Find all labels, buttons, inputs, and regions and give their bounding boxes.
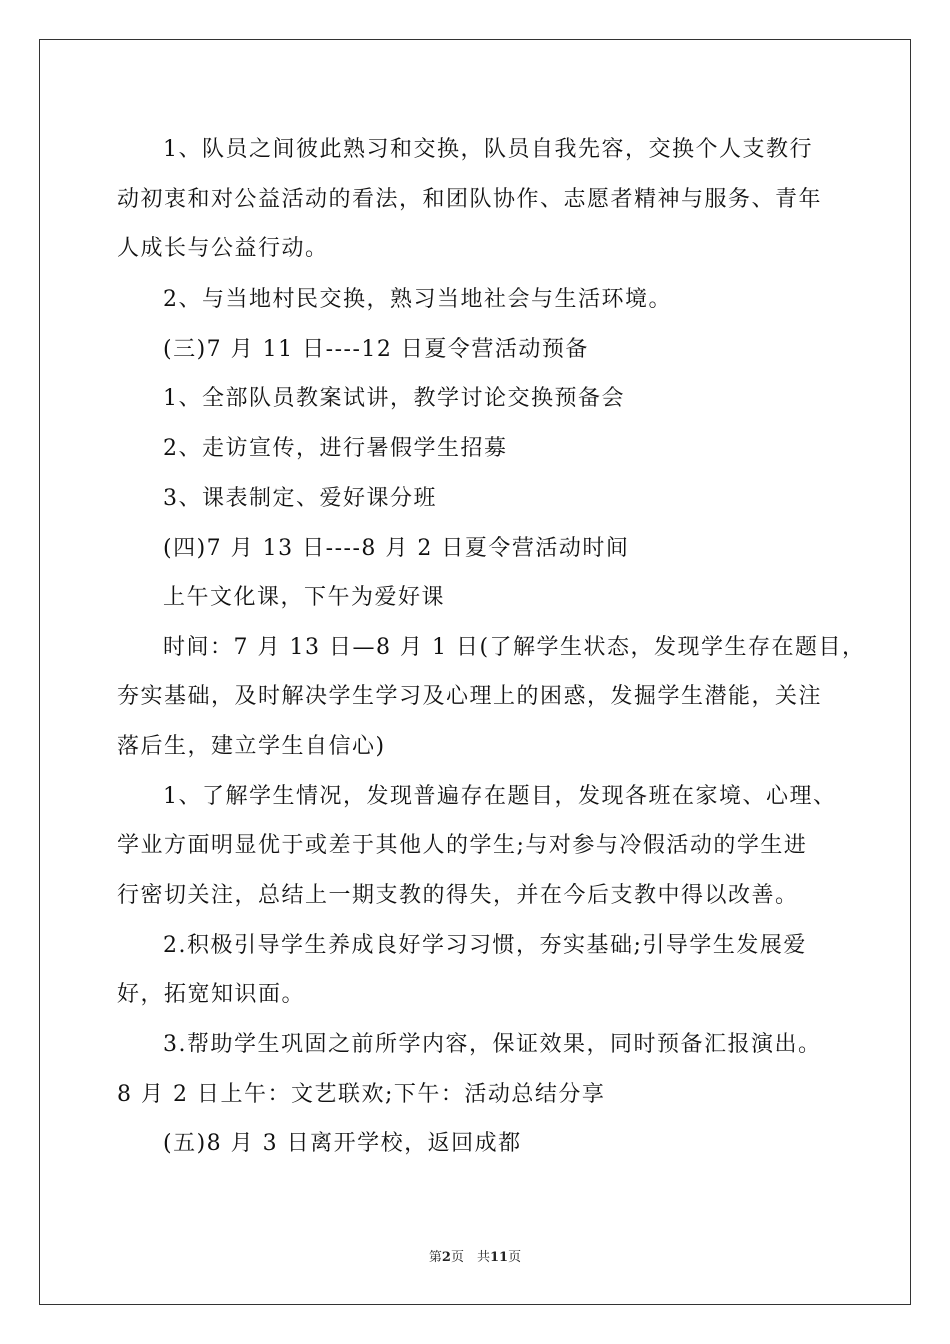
section-heading: (五)8 月 3 日离开学校，返回成都 bbox=[163, 1131, 522, 1156]
paragraph-line: 上午文化课，下午为爱好课 bbox=[163, 585, 446, 610]
footer-middle: 页 共 bbox=[450, 1250, 490, 1265]
paragraph-line: 人成长与公益行动。 bbox=[117, 236, 329, 261]
page-border bbox=[39, 39, 911, 1305]
paragraph-line: 动初衷和对公益活动的看法，和团队协作、志愿者精神与服务、青年 bbox=[117, 187, 823, 212]
section-heading: (四)7 月 13 日----8 月 2 日夏令营活动时间 bbox=[163, 536, 630, 561]
paragraph-line: 2、与当地村民交换，熟习当地社会与生活环境。 bbox=[163, 287, 672, 312]
paragraph-line: 2、走访宣传，进行暑假学生招募 bbox=[163, 436, 508, 461]
paragraph-line: 好，拓宽知识面。 bbox=[117, 982, 306, 1007]
footer-prefix: 第 bbox=[428, 1250, 442, 1265]
paragraph-line: 行密切关注，总结上一期支教的得失，并在今后支教中得以改善。 bbox=[117, 883, 799, 908]
footer-suffix: 页 bbox=[508, 1250, 522, 1265]
paragraph-line: 2.积极引导学生养成良好学习习惯，夯实基础;引导学生发展爱 bbox=[163, 933, 807, 958]
paragraph-line: 时间：7 月 13 日—8 月 1 日(了解学生状态，发现学生存在题目， bbox=[163, 635, 866, 660]
paragraph-line: 3.帮助学生巩固之前所学内容，保证效果，同时预备汇报演出。 bbox=[163, 1032, 822, 1057]
section-heading: (三)7 月 11 日----12 日夏令营活动预备 bbox=[163, 337, 589, 362]
paragraph-line: 1、队员之间彼此熟习和交换，队员自我先容，交换个人支教行 bbox=[163, 137, 813, 162]
paragraph-line: 3、课表制定、爱好课分班 bbox=[163, 486, 437, 511]
total-pages-number: 11 bbox=[489, 1250, 509, 1265]
current-page-number: 2 bbox=[441, 1250, 451, 1265]
paragraph-line: 落后生，建立学生自信心) bbox=[117, 734, 386, 759]
paragraph-line: 1、全部队员教案试讲，教学讨论交换预备会 bbox=[163, 386, 625, 411]
paragraph-line: 1、了解学生情况，发现普遍存在题目，发现各班在家境、心理、 bbox=[163, 784, 837, 809]
paragraph-line: 8 月 2 日上午：文艺联欢;下午：活动总结分享 bbox=[117, 1082, 606, 1107]
paragraph-line: 夯实基础，及时解决学生学习及心理上的困惑，发掘学生潜能，关注 bbox=[117, 684, 823, 709]
paragraph-line: 学业方面明显优于或差于其他人的学生;与对参与冷假活动的学生进 bbox=[117, 833, 808, 858]
page-footer bbox=[0, 1246, 950, 1265]
